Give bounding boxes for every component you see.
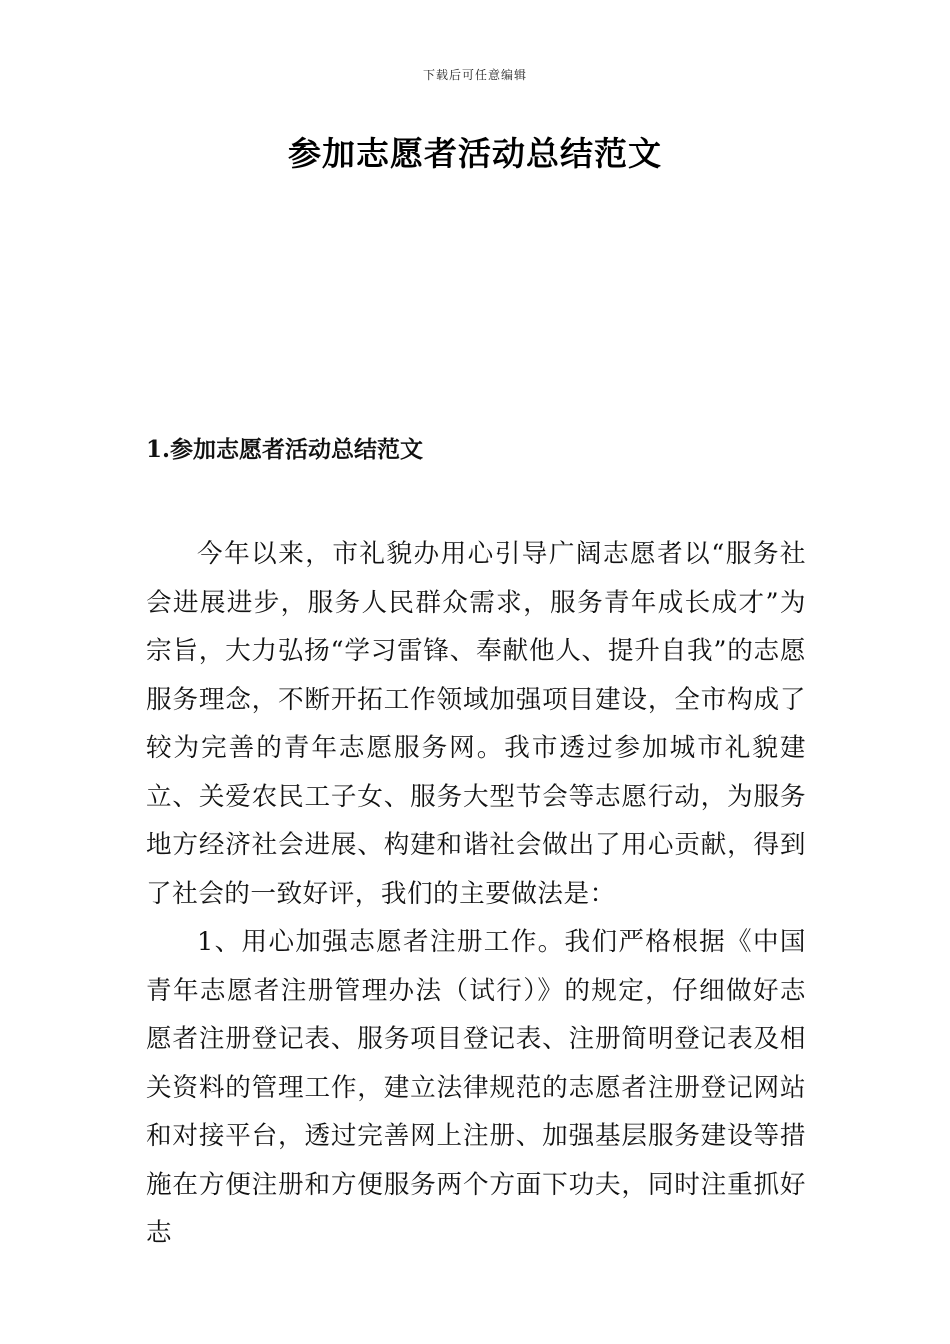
section-heading: 1.参加志愿者活动总结范文 bbox=[146, 436, 424, 463]
header-note: 下载后可任意编辑 bbox=[422, 68, 527, 82]
body-text bbox=[146, 530, 806, 1258]
document-title: 参加志愿者活动总结范文 bbox=[288, 134, 662, 173]
paragraph-registration: 1、用心加强志愿者注册工作。我们严格根据《中国青年志愿者注册管理办法（试行）》的规定，仔细做好志愿者注册登记表、服务项目登记表、注册简明登记表及相关资料的管理工作，建立法律规范的志愿者注册登记网站和对接平台，透过完善网上注册、加强基层服务建设等措施在方便注册和方便服务两个方面下功夫，同时注重抓好志 bbox=[146, 927, 806, 1248]
paragraph-intro: 今年以来，市礼貌办用心引导广阔志愿者以“服务社会进展进步，服务人民群众需求，服务青年成长成才”为宗旨，大力弘扬“学习雷锋、奉献他人、提升自我”的志愿服务理念，不断开拓工作领域加强项目建设，全市构成了较为完善的青年志愿服务网。我市透过参加城市礼貌建立、关爱农民工子女、服务大型节会等志愿行动，为服务地方经济社会进展、构建和谐社会做出了用心贡献，得到了社会的一致好评，我们的主要做法是： bbox=[146, 539, 806, 909]
